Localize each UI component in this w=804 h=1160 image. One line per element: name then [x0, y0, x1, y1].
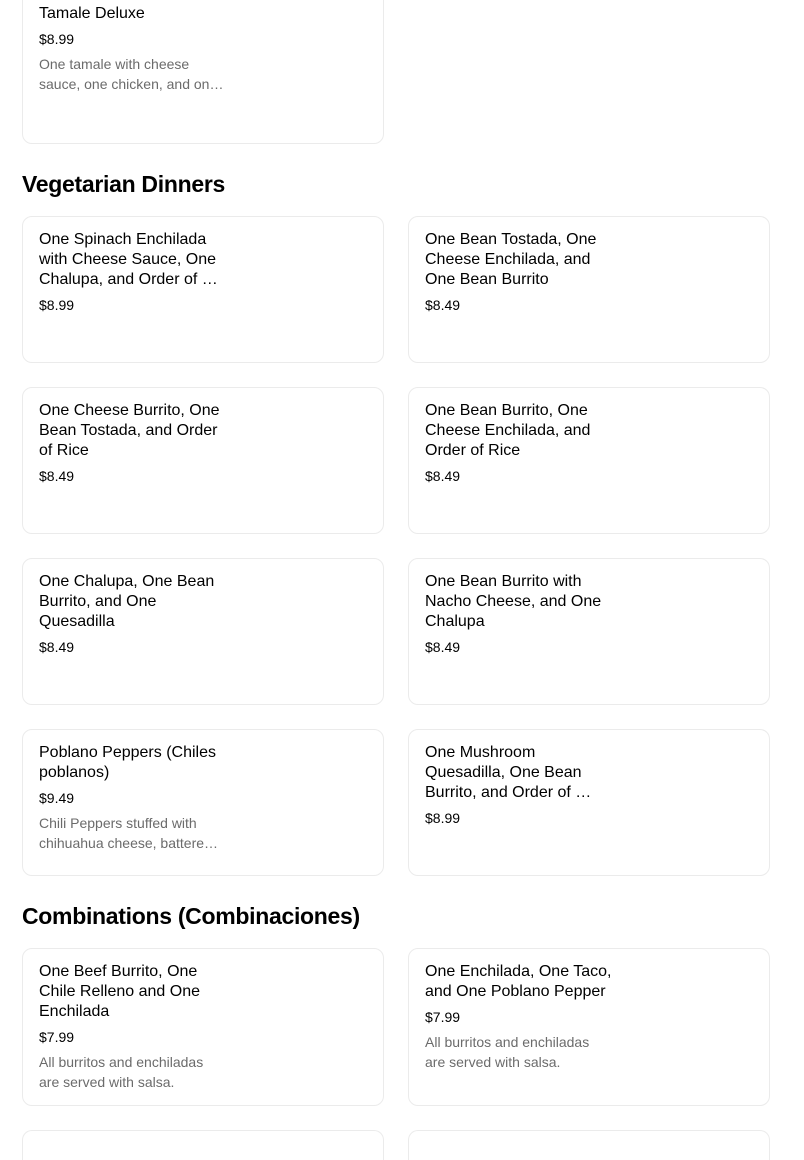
menu-item-description: Chili Peppers stuffed with chihuahua cheese, battere…	[39, 815, 219, 851]
menu-item-name: One Beef Burrito, One Chile Relleno and One Enchilada	[39, 963, 200, 1020]
menu-item-text	[425, 572, 613, 656]
menu-item-name: One Bean Burrito, One Cheese Enchilada, and Order of Rice	[425, 402, 591, 459]
menu-item-card[interactable]	[22, 948, 384, 1106]
menu-item-name: One Enchilada, One Taco, and One Poblano Pepper	[425, 963, 612, 1000]
menu-item-price: $8.99	[425, 810, 461, 826]
menu-item-description: All burritos and enchiladas are served with salsa.	[425, 1034, 590, 1070]
menu-item-name: One Bean Burrito with Nacho Cheese, and One Chalupa	[425, 573, 602, 630]
menu-item-card-partial[interactable]	[22, 1130, 384, 1160]
menu-item-name: One Cheese Burrito, One Bean Tostada, and Order of Rice	[39, 402, 220, 459]
menu-item-card[interactable]	[22, 216, 384, 363]
menu-item-price: $8.99	[39, 297, 75, 313]
menu-item-name: One Spinach Enchilada with Cheese Sauce, One Chalupa, and Order of …	[39, 231, 218, 288]
menu-item-name: One Mushroom Quesadilla, One Bean Burrito, and Order of …	[425, 744, 592, 801]
menu-item-price: $8.99	[39, 31, 75, 47]
menu-item-card[interactable]	[408, 729, 770, 876]
menu-item-card[interactable]	[408, 387, 770, 534]
menu-item-price: $7.99	[425, 1009, 461, 1025]
menu-item-text	[39, 230, 227, 314]
menu-item-card-partial[interactable]	[408, 1130, 770, 1160]
menu-item-text	[39, 572, 227, 656]
menu-item-card[interactable]	[22, 387, 384, 534]
menu-item-card[interactable]	[22, 729, 384, 876]
menu-item-text	[39, 962, 227, 1092]
menu-item-text	[425, 230, 613, 314]
menu-item-name: Tamale Deluxe	[39, 5, 145, 22]
menu-item-card[interactable]	[408, 558, 770, 705]
menu-item-name: One Chalupa, One Bean Burrito, and One Quesadilla	[39, 573, 215, 630]
menu-item-price: $8.49	[425, 297, 461, 313]
menu-item-description: All burritos and enchiladas are served with salsa.	[39, 1054, 204, 1090]
menu-item-card[interactable]	[408, 216, 770, 363]
menu-item-text	[425, 743, 613, 827]
menu-item-text	[39, 401, 227, 485]
menu-item-text	[39, 4, 227, 94]
menu-item-description: One tamale with cheese sauce, one chicken, and on…	[39, 56, 224, 92]
section-title-combinations: Combinations (Combinaciones)	[22, 903, 360, 929]
menu-item-text	[425, 962, 613, 1072]
menu-item-price: $8.49	[425, 639, 461, 655]
menu-item-text	[39, 743, 227, 853]
section-title-vegetarian-dinners: Vegetarian Dinners	[22, 171, 225, 197]
menu-item-text	[425, 401, 613, 485]
menu-item-price: $8.49	[39, 639, 75, 655]
menu-item-card[interactable]	[408, 948, 770, 1106]
menu-item-price: $8.49	[425, 468, 461, 484]
menu-item-card[interactable]	[22, 558, 384, 705]
menu-item-name: One Bean Tostada, One Cheese Enchilada, and One Bean Burrito	[425, 231, 597, 288]
menu-item-name: Poblano Peppers (Chiles poblanos)	[39, 744, 216, 781]
menu-item-price: $8.49	[39, 468, 75, 484]
menu-item-card[interactable]	[22, 0, 384, 144]
menu-item-price: $9.49	[39, 790, 75, 806]
menu-item-price: $7.99	[39, 1029, 75, 1045]
